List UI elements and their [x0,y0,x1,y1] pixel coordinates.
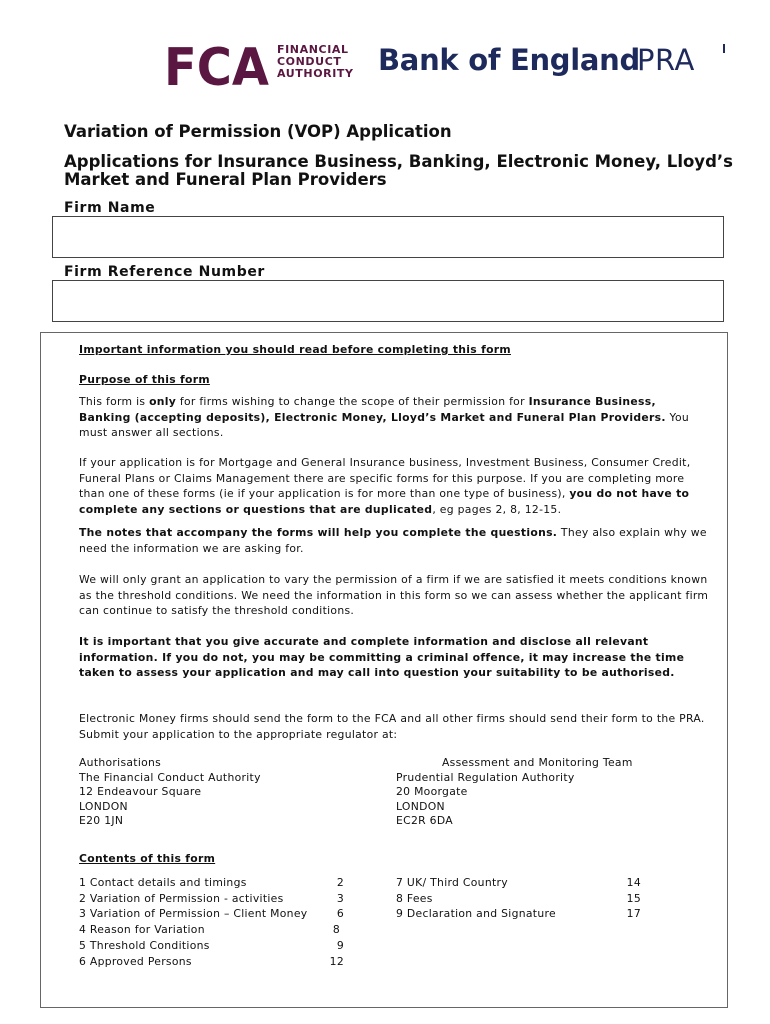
important-warning: It is important that you give accurate and complete information and disclose all relevant information. If you do not, you may be committing a criminal offence, it may increase the time taken to assess your application and may call into question your suitability to be authorised. [79,635,685,680]
toc-item-page: 14 [626,876,641,889]
bank-of-england-logo: Bank of England [378,43,640,77]
pra-logo-mark [723,44,725,53]
purpose-business-types: Insurance Business, Banking (accepting deposits), Electronic Money, Lloyd’s Market and Funeral Plan Providers. [79,395,666,424]
purpose-paragraph [79,394,709,441]
toc-item-label: 7 UK/ Third Country [396,876,508,889]
toc-item-label: 4 Reason for Variation [79,923,205,936]
pra-address-line: Prudential Regulation Authority [396,770,575,784]
pra-address-line: 20 Moorgate [396,785,468,799]
fca-name-line-3: AUTHORITY [277,67,354,80]
notes-text: They also explain why we need the information we are asking for. [79,526,707,555]
firm-name-label: Firm Name [64,200,156,216]
toc-item-page: 9 [336,939,344,952]
toc-item-label: 1 Contact details and timings [79,876,247,889]
pra-logo: PRA [637,43,695,77]
toc-item-label: 9 Declaration and Signature [396,907,556,920]
fca-address-line: Authorisations [79,756,162,769]
toc-item[interactable] [79,922,349,938]
toc-item-page: 8 [332,923,340,936]
toc-item-label: 5 Threshold Conditions [79,939,210,952]
purpose-text-2: for firms wishing to change the scope of their permission for [176,395,529,408]
toc-item-page: 12 [329,955,344,968]
contents-heading: Contents of this form [79,852,216,865]
notes-bold: The notes that accompany the forms will help you complete the questions. [79,526,558,539]
pra-address-line: EC2R 6DA [396,814,453,828]
fca-name [277,44,354,80]
fca-address-line: LONDON [79,799,128,813]
fca-address [79,756,261,829]
fca-name-line-1: FINANCIAL [277,43,349,56]
toc-item-label: 8 Fees [396,892,433,905]
other-forms-text: If your application is for Mortgage and General Insurance business, Investment Business, Consumer Credit, Funeral Plans or Claims Management there are specific forms for this purpose. If you are completing more than one of these forms (ie if your application is for more than one type of business), [79,456,691,501]
fca-address-line: E20 1JN [79,814,124,828]
toc-item[interactable] [396,906,646,922]
toc-item-label: 6 Approved Persons [79,955,192,968]
form-title: Variation of Permission (VOP) Application [64,122,452,141]
purpose-text-3: You must answer all sections. [79,410,690,440]
other-forms-duplicated: you do not have to complete any sections or questions that are duplicated [79,487,690,517]
submit-paragraph: Electronic Money firms should send the form to the FCA and all other firms should send their form to the PRA. Submit your application to the appropriate regulator at: [79,712,705,741]
fca-logo [163,42,270,88]
notes-paragraph [79,525,709,556]
fca-address-line: 12 Endeavour Square [79,785,202,799]
fca-logo-letters: FCA [164,42,269,88]
toc-item[interactable] [79,954,349,970]
toc-item-label: 2 Variation of Permission - activities [79,892,284,905]
fca-address-line: The Financial Conduct Authority [79,770,261,784]
purpose-only: only [149,395,177,408]
toc-item[interactable] [396,875,646,891]
toc-item-page: 17 [626,907,641,920]
pra-address-line: LONDON [396,799,445,813]
toc-item[interactable] [79,938,349,954]
toc-item[interactable] [79,875,349,891]
pra-address-line: Assessment and Monitoring Team [442,756,633,769]
firm-reference-input[interactable] [52,280,724,322]
toc-item-page: 2 [336,876,344,889]
pra-address [396,756,633,829]
toc-item-label: 3 Variation of Permission – Client Money [79,907,308,920]
toc-item-page: 3 [336,892,344,905]
toc-item[interactable] [79,891,349,907]
important-info-heading: Important information you should read before completing this form [79,343,511,356]
firm-name-input[interactable] [52,216,724,258]
other-forms-paragraph [79,455,709,518]
form-subtitle: Applications for Insurance Business, Banking, Electronic Money, Lloyd’s Market and Funeral Plan Providers [64,152,733,189]
purpose-heading: Purpose of this form [79,373,210,386]
toc-item-page: 6 [336,907,344,920]
firm-reference-label: Firm Reference Number [64,264,265,280]
grant-paragraph: We will only grant an application to vary the permission of a firm if we are satisfied it meets conditions known as the threshold conditions. We need the information in this form so we can assess whether the applicant firm can continue to satisfy the threshold conditions. [79,573,709,618]
fca-name-line-2: CONDUCT [277,55,342,68]
toc-item[interactable] [79,906,349,922]
toc-item[interactable] [396,891,646,907]
purpose-text-1: This form is [79,395,150,408]
toc-item-page: 15 [626,892,641,905]
other-forms-tail: , eg pages 2, 8, 12-15. [432,503,562,517]
